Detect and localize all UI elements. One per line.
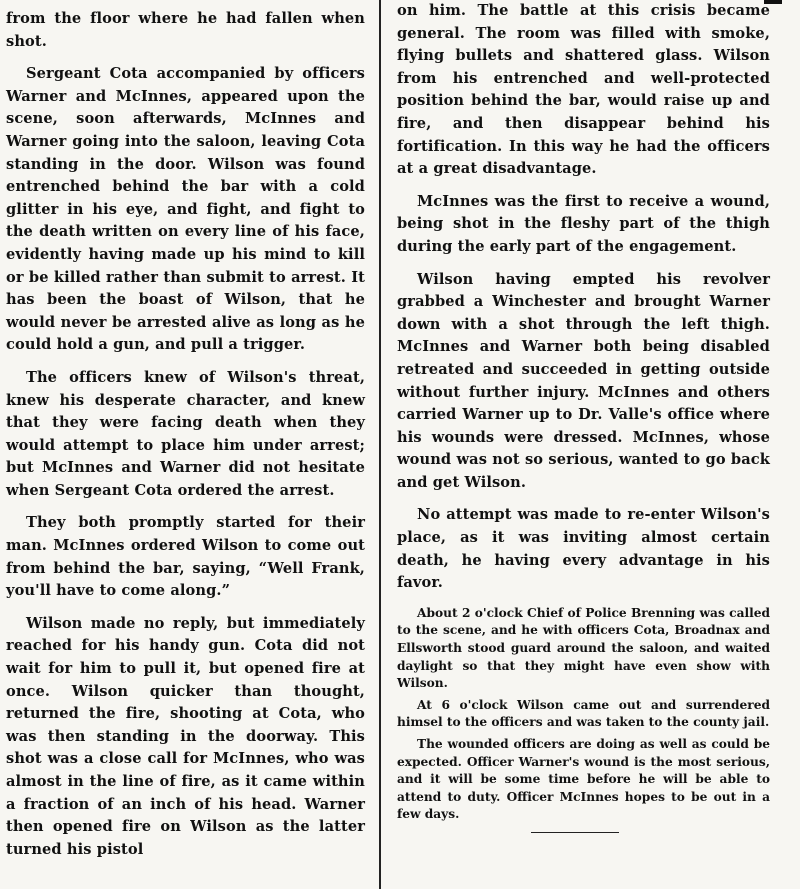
paragraph-battle: on him. The battle at this crisis became general. The room was filled with smoke, flying bullets and shattered glass. Wilson from his entrenched and well-protected position behind the bar, would raise up and fire, and then disappear behind his fortification. In this way he had the officers at a great disadvantage. [397, 2, 770, 178]
paragraph-threat: The officers knew of Wilson's threat, knew his desperate character, and knew that they were facing death when they would attempt to place him under arrest; but McInnes and Warner did not hesitate when Sergeant Cota ordered the arrest. [6, 368, 365, 499]
paragraph-surrender: At 6 o'clock Wilson came out and surrendered himsel to the officers and was taken to the county jail. [397, 697, 770, 730]
paragraph-chief-brenning: About 2 o'clock Chief of Police Brenning was called to the scene, and he with officers Cota, Broadnax and Ellsworth stood guard around the saloon, and waited daylight so that they might have even show with Wilson. [397, 605, 770, 691]
end-rule [531, 832, 619, 833]
paragraph-winchester: Wilson having empted his revolver grabbed a Winchester and brought Warner down with a shot through the left thigh. McInnes and Warner both being disabled retreated and succeeded in getting outside without further injury. McInnes and others carried Warner up to Dr. Valle's office where his wounds were dressed. McInnes, whose wound was not so serious, wanted to go back and get Wilson. [397, 270, 770, 491]
paragraph-order: They both promptly started for their man. McInnes ordered Wilson to come out from behind the bar, saying, “Well Frank, you'll have to come along.” [6, 514, 365, 600]
paragraph-mcinnes-wound: McInnes was the first to receive a wound, being shot in the fleshy part of the thigh during the early part of the engagement. [397, 192, 770, 255]
right-column [397, 0, 772, 833]
paragraph-wounded-officers: The wounded officers are doing as well as could be expected. Officer Warner's wound is the most serious, and it will be some time before he will be able to attend to duty. Officer McInnes hopes to be out in a few days. [397, 737, 770, 822]
paragraph-arrival: Sergeant Cota accompanied by officers Warner and McInnes, appeared upon the scene, soon afterwards, McInnes and Warner going into the saloon, leaving Cota standing in the door. Wilson was found entrenched behind the bar with a cold glitter in his eye, and fight, and fight to the death written on every line of his face, evidently having made up his mind to kill or be killed rather than submit to arrest. It has been the boast of Wilson, that he would never be arrested alive as long as he could hold a gun, and pull a trigger. [6, 65, 365, 354]
left-column [6, 0, 369, 871]
column-divider [379, 0, 381, 889]
paragraph-shootout-start: Wilson made no reply, but immediately reached for his handy gun. Cota did not wait for him to pull it, but opened fire at once. Wilson quicker than thought, returned the fire, shooting at Cota, who was then standing in the doorway. This shot was a close call for McInnes, who was almost in the line of fire, as it came within a fraction of an inch of his head. Warner then opened fire on Wilson as the latter turned his pistol [6, 614, 365, 858]
paragraph-continuation: from the floor where he had fallen when shot. [6, 10, 365, 50]
paragraph-no-reentry: No attempt was made to re-enter Wilson's place, as it was inviting almost certain death, he having every advantage in his favor. [397, 506, 770, 592]
